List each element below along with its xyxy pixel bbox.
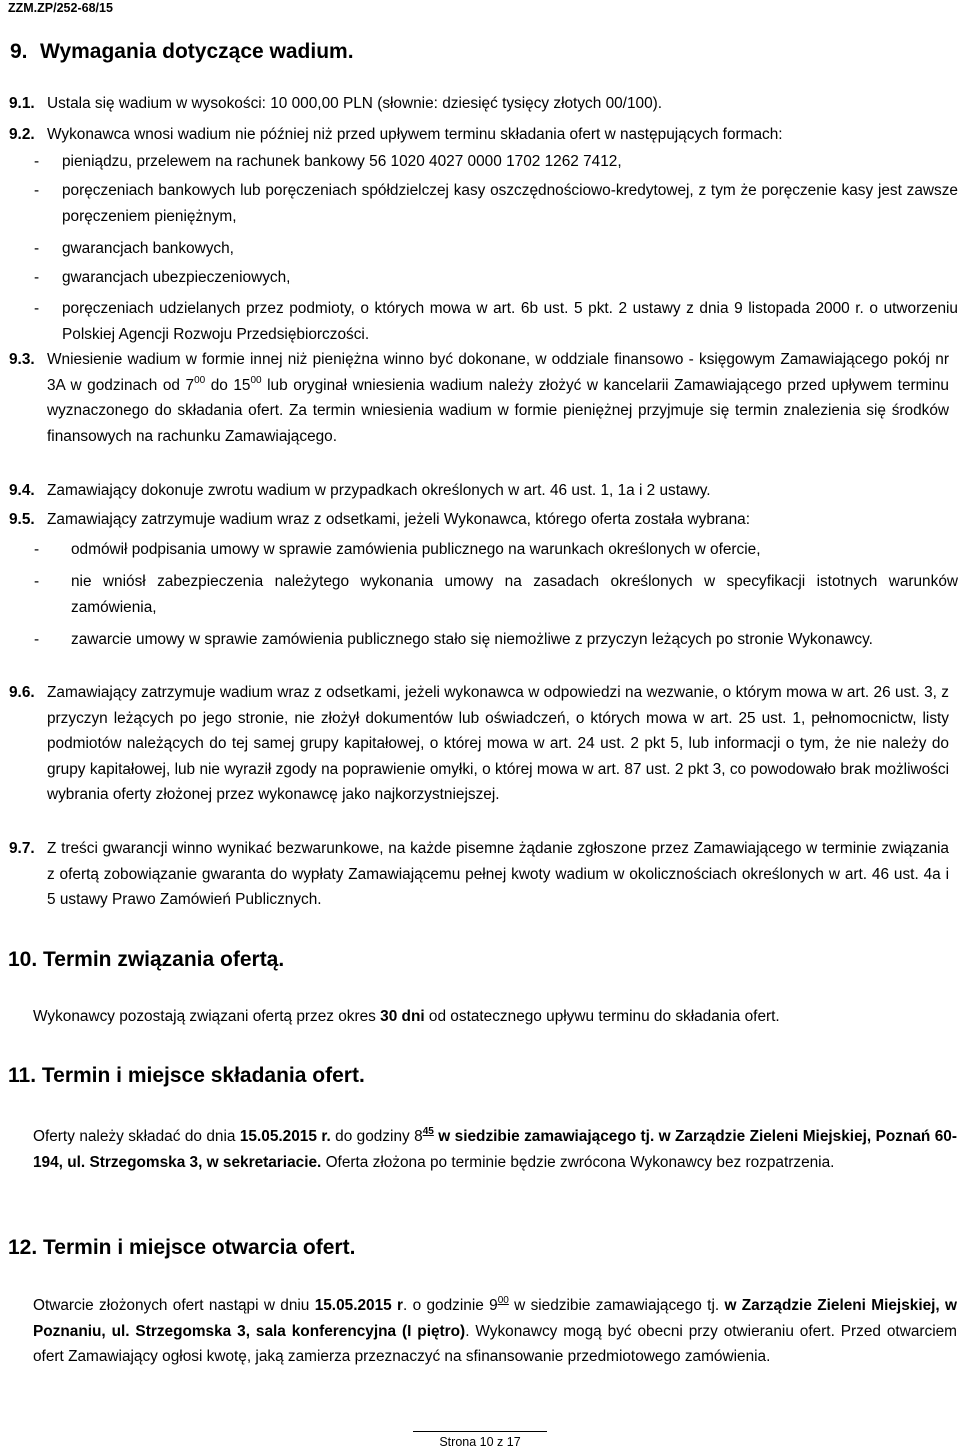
section-9-number: 9.: [10, 40, 28, 63]
section-9-heading: [10, 38, 354, 66]
section-11-text: Oferty należy składać do dnia 15.05.2015 r. do godziny $8^{45}$ w siedzibie zamawiającego tj. w Zarządzie Zieleni Miejskiej, Poznań 60-194, ul. Strzegomska 3, w sekretariacie. Oferta złożona po terminie będzie zwrócona Wykonawcy bez rozpatrzenia.: [33, 1126, 957, 1171]
section-12-heading: 12. Termin i miejsce otwarcia ofert.: [8, 1236, 356, 1259]
document-page: ZZM.ZP/252-68/15 9. Wymagania dotyczące wadium. 9.1. Ustala się wadium w wysokości: 10 000,00 PLN (słownie: dziesięć tysięcy złotych 00/100). 9.2. Wykonawca wnosi wadium nie później niż przed upływem terminu składania ofert w następujących formach: - pieniądzu, przelewem na rachunek bankowy 56 1020 4027 0000 1702 1262 7412, - poręczeniach bankowych lub poręczeniach spółdzielczej kasy oszczędnościowo-kredytowej, z tym że poręczenie kasy jest zawsze poręczeniem pieniężnym, - gwarancjach bankowych, - gwarancjach ubezpieczeniowych, - poręczeniach udzielanych przez podmioty, o których mowa w art. 6b ust. 5 pkt. 2 ustawy z dnia 9 listopada 2000 r. o utworzeniu Polskiej Agencji Rozwoju Przedsiębiorczości. 9.3. Wniesienie wadium w formie innej niż pieniężna winno być dokonane, w oddziale finansowo - księgowym Zamawiającego pokój nr 3A w godzinach od $7^{00}$ do $15^{00}$ lub oryginał wniesienia wadium należy złożyć w kancelarii Zamawiającego przed upływem terminu wyznaczonego do składania ofert. Za termin wniesienia wadium w formie pieniężnej przyjmuje się termin znalezienia się środków finansowych na rachunku Zamawiającego. 9.4. Zamawiający dokonuje zwrotu wadium w przypadkach określonych w art. 46 ust. 1, 1a i 2 ustawy. 9.5. Zamawiający zatrzymuje wadium wraz z odsetkami, jeżeli Wykonawca, którego oferta została wybrana: - odmówił podpisania umowy w sprawie zamówienia publicznego na warunkach określonych w ofercie, - nie wniósł zabezpieczenia należytego wykonania umowy na zasadach określonych w specyfikacji istotnych warunków zamówienia, - zawarcie umowy w sprawie zamówienia publicznego stało się niemożliwe z przyczyn leżących po stronie Wykonawcy. 9.6. Zamawiający zatrzymuje wadium wraz z odsetkami, jeżeli wykonawca w odpowiedzi na wezwanie, o którym mowa w art. 26 ust. 3, z przyczyn leżących po jego stronie, nie złożył dokumentów lub oświadczeń, o których mowa w art. 25 ust. 1, pełnomocnictw, listy podmiotów należących do tej samej grupy kapitałowej, o której mowa w art. 24 ust. 2 pkt 5, lub informacji o tym, że nie należy do grupy kapitałowej, lub nie wyraził zgody na poprawienie omyłki, o której mowa w art. 87 ust. 2 pkt 3, co powodowało brak możliwości wybrania oferty złożonej przez wykonawcę jako najkorzystniejszej. 9.7. Z treści gwarancji winno wynikać bezwarunkowe, na każde pisemne żądanie zgłoszone przez Zamawiającego w terminie związania z ofertą zobowiązanie gwaranta do wypłaty Zamawiającemu pełnej kwoty wadium w okolicznościach określonych w art. 46 ust. 4a i 5 ustawy Prawo Zamówień Publicznych. 10. Termin związania ofertą. Wykonawcy pozostają związani ofertą przez okres 30 dni od ostatecznego upływu terminu do składania ofert. 11. Termin i miejsce składania ofert. Oferty należy składać do dnia 15.05.2015 r. do godziny $8^{45}$ w siedzibie zamawiającego tj. w Zarządzie Zieleni Miejskiej, Poznań 60-194, ul. Strzegomska 3, w sekretariacie. Oferta złożona po terminie będzie zwrócona Wykonawcy bez rozpatrzenia. 12. Termin i miejsce otwarcia ofert. Otwarcie złożonych ofert nastąpi w dniu 15.05.2015 r. o godzinie $9^{00}$ w siedzibie zamawiającego tj. w Zarządzie Zieleni Miejskiej, w Poznaniu, ul. Strzegomska 3, sala konferencyjna (I piętro). Wykonawcy mogą być obecni przy otwieraniu ofert. Przed otwarciem ofert Zamawiający ogłosi kwotę, jaką zamierza przeznaczyć na sfinansowanie przedmiotowego zamówienia. Strona 10 z 17: [0, 0, 960, 1449]
section-9-title: Wymagania dotyczące wadium.: [40, 40, 354, 63]
footer-divider: [413, 1431, 547, 1432]
page-number: Strona 10 z 17: [439, 1435, 521, 1449]
section-10-heading: 10. Termin związania ofertą.: [8, 948, 285, 971]
document-reference: ZZM.ZP/252-68/15: [8, 1, 113, 15]
section-10-text: Wykonawcy pozostają związani ofertą przez okres 30 dni od ostatecznego upływu terminu do składania ofert.: [33, 1008, 780, 1025]
section-12-text: Otwarcie złożonych ofert nastąpi w dniu 15.05.2015 r. o godzinie $9^{00}$ w siedzibie zamawiającego tj. w Zarządzie Zieleni Miejskiej, w Poznaniu, ul. Strzegomska 3, sala konferencyjna (I piętro). Wykonawcy mogą być obecni przy otwieraniu ofert. Przed otwarciem ofert Zamawiający ogłosi kwotę, jaką zamierza przeznaczyć na sfinansowanie przedmiotowego zamówienia.: [33, 1295, 957, 1366]
section-11-heading: 11. Termin i miejsce składania ofert.: [8, 1064, 365, 1087]
